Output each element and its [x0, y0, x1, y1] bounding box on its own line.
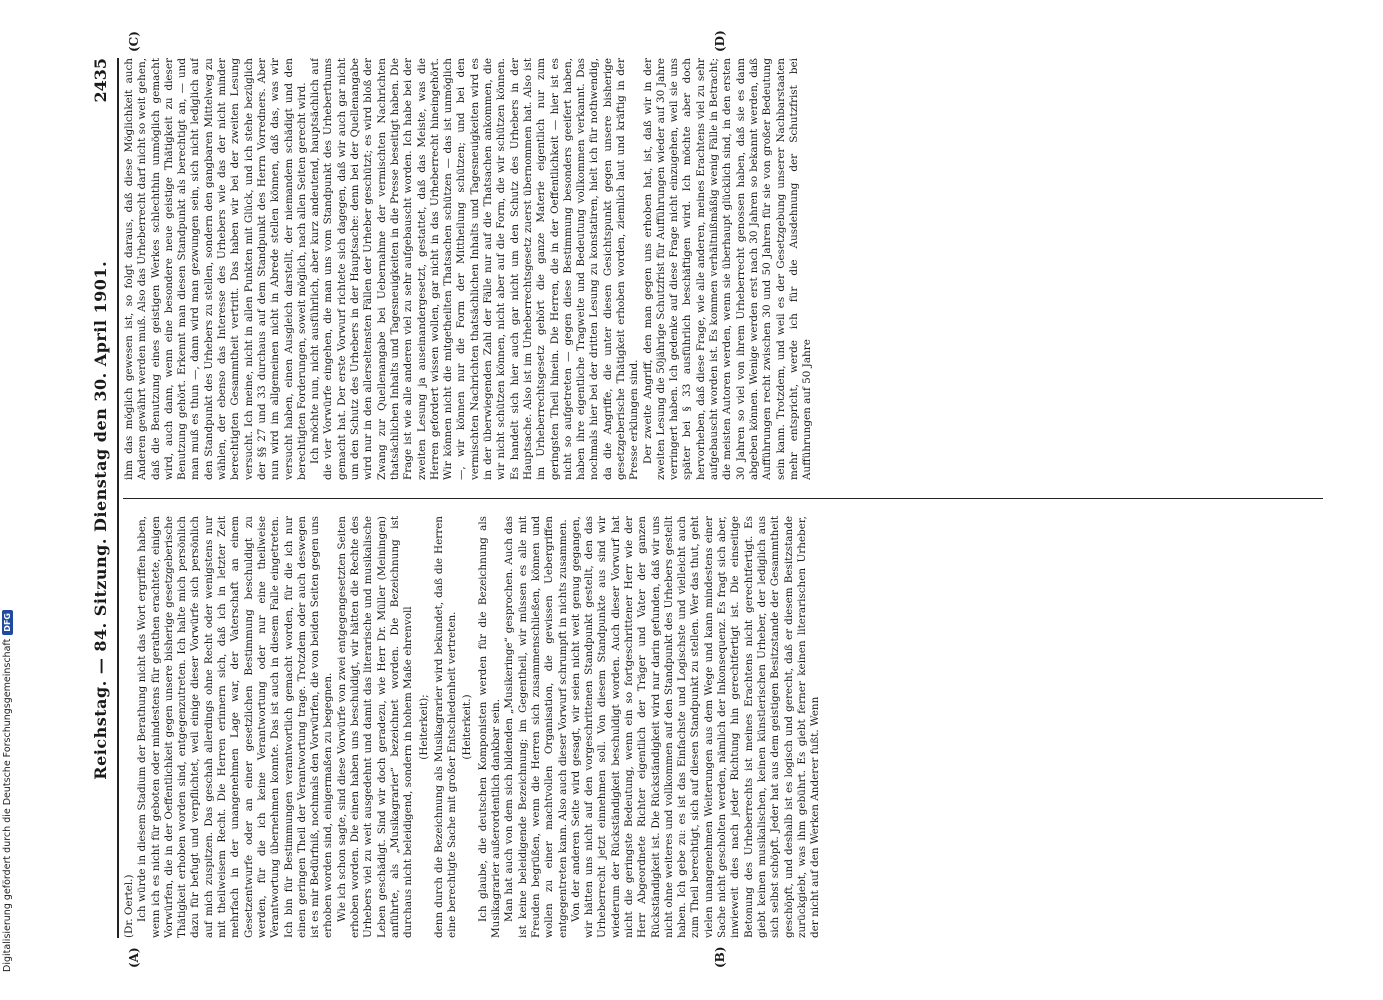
margin-marker-a: (A) [127, 947, 141, 968]
paragraph: Ich möchte nun, nicht ausführlich, aber kurz andeutend, hauptsächlich auf die vier Vorwürfe eingehen, die man uns vom Standpunkt des Urheberthums gemacht hat. Der erste Vorwurf richtete sich dagegen, daß wir auch gar nicht um den Schutz des Urhebers in der Hauptsache: denn bei der Quellenangabe wird nur in den allerseltensten Fällen der Urheber geschützt; es wird bloß der Zwang zur Quellenangabe bei Uebernahme der vermischten Nachrichten thatsächlichen Inhalts und Tagesneuigkeiten in die Presse beseitigt haben. Die Frage ist wie alle anderen viel zu sehr aufgebauscht worden. Ich habe bei der zweiten Lesung ja auseinandergesetzt, gestattet, daß das Meiste, was die Herren gefordert wissen wollen, gar nicht in das Urheberrecht hineingehört. Wir können nicht die mitgetheilten Thatsachen schützen — das ist unmöglich —, wir können nur die Form der Mittheilung schützen; und bei den vermischten Nachrichten thatsächlichen Inhalts und Tagesneuigkeiten wird es in der überwiegenden Zahl der Fälle nur auf die Thatsachen ankommen, die wir nicht schützen können, nicht aber auf die Form, die wir schützen können. Es handelt sich hier auch gar nicht um den Schutz des Urhebers in der Hauptsache. Also ist im Urheberrechtsgesetz zuerst übernommen hat. Also ist im Urheberrechtsgesetz gehört die ganze Materie eigentlich nur zum geringsten Theil hinein. Die Herren, die in der Oeffentlichkeit — hier ist es nicht so aufgetreten — gegen diese Bestimmung besonders geeifert haben, haben ihre eigentliche Tragweite und Bedeutung vollkommen verkannt. Das nochmals hier bei der dritten Lesung zu konstatiren, hielt ich für nothwendig, da die Angriffe, die unter diesen Gesichtspunkt gegen unsere bisherige gesetzgeberische Thätigkeit erhoben worden, ziemlich laut und kräftig in der Presse erklungen sind. [309, 58, 641, 480]
paragraph: denn durch die Bezeichnung als Musikagrarier wird bekundet, daß die Herren eine berechtigte Sache mit großer Entschiedenheit vertreten. [432, 516, 459, 938]
margin-marker-c: (C) [127, 31, 141, 52]
paragraph: Ich würde in diesem Stadium der Berathung nicht das Wort ergriffen haben, wenn ich es nicht für geboten oder mindestens für gerathen erachtete, einigen Vorwürfen, die in der Oeffentlichkeit gegen unsere bisherige gesetzgeberische Thätigkeit erhoben worden sind, entgegenzutreten. Ich halte mich persönlich dazu für befugt und verpflichtet, weil einige dieser Vorwürfe sich persönlich auf mich zuspitzen. Das geschah allerdings ohne Recht oder wenigstens nur mit theilweisem Recht. Die Herren erinnern sich, daß ich in letzter Zeit mehrfach in der unangenehmen Lage war, der Vaterschaft an einem Gesetzentwurfe oder an einer gesetzlichen Bestimmung beschuldigt zu werden, für die ich keine Verantwortung oder nur eine theilweise Verantwortung übernehmen konnte. Das ist auch in diesem Falle eingetreten. Ich bin für Bestimmungen verantwortlich gemacht worden, für die ich nur einen geringen Theil der Verantwortung trage. Trotzdem oder auch deswegen ist es mir Bedürfniß, nochmals den Vorwürfen, die von beiden Seiten gegen uns erhoben worden sind, einigermaßen zu begegnen. [136, 516, 335, 938]
paragraph: Man hat auch von dem sich bildenden „Musikeringe“ gesprochen. Auch das ist keine beleidigende Bezeichnung; im Gegentheil, wir müssen es alle mit Freuden begrüßen, wenn die Herren sich zusammenschließen, können und wollen zu einer machtvollen Organisation, die gewissen Uebergriffen entgegentreten kann. Also auch dieser Vorwurf schrumpft in nichts zusammen. [503, 516, 569, 938]
dfg-logo: DFG [2, 610, 13, 635]
left-column [123, 516, 1323, 938]
paragraph: Ich glaube, die deutschen Komponisten werden für die Bezeichnung als Musikagrarier außerordentlich dankbar sein. [476, 516, 503, 938]
newspaper-page [83, 30, 1333, 968]
digitization-credit [2, 0, 13, 972]
rotated-page [83, 30, 1333, 968]
margin-marker-b: (B) [713, 946, 727, 968]
paragraph: ihm das möglich gewesen ist, so folgt daraus, daß diese Möglichkeit auch Anderen gewährt werden muß. Also das Urheberrecht darf nicht so weit gehen, daß die Benutzung eines geistigen Werkes schlechthin unmöglich gemacht wird, auch dann, wenn eine besondere neue geistige Thätigkeit zu dieser Benutzung gehört. Erkennt man diesen Standpunkt als berechtigt an, — und man muß es thun —, dann wird man gezwungen sein, sich nicht lediglich auf den Standpunkt des Urhebers zu stellen, sondern den gangbaren Mittelweg zu wählen, der ebenso das Interesse des Urhebers wie das der nicht minder berechtigten Gesammtheit vertritt. Das haben wir bei der zweiten Lesung versucht. Ich meine, nicht in allen Punkten mit Glück, und ich stehe bezüglich der §§ 27 und 33 durchaus auf dem Standpunkt des Herrn Vorredners. Aber nun wird im allgemeinen nicht in Abrede stellen können, daß das, was wir versucht haben, einen Ausgleich darstellt, der niemandem schädigt und den berechtigten Forderungen, soweit möglich, nach allen Seiten gerecht wird. [123, 58, 308, 480]
right-column [123, 58, 1323, 480]
margin-marker-d: (D) [713, 30, 727, 52]
paragraph: Von der anderen Seite wird gesagt, wir seien nicht weit genug gegangen, wir hätten uns nicht auf den vorgeschrittenen Standpunkt gestellt, den das Urheberrecht jetzt einnehmen soll. Von diesem Standpunkte aus sind wir wiederum der Rückständigkeit beschuldigt worden. Auch dieser Vorwurf hat nicht die geringste Bedeutung, wenn ein so fortgeschrittener Herr wie der Herr Abgeordnete Richter eigentlich der Träger und Vater der ganzen Rückständigkeit ist. Die Rückständigkeit wird nur darin gefunden, daß wir uns nicht ohne weiteres und vollkommen auf den Standpunkt des Urhebers gestellt haben. Ich gebe zu: es ist das Einfachste und Logischste und vielleicht auch zum Theil berechtigt, sich auf diesen Standpunkt zu stellen. Wer das thut, geht vielen unangenehmen Weiterungen aus dem Wege und kann mindestens einer Sache nicht gescholten werden, nämlich der Inkonsequenz. Es fragt sich aber, inwieweit dies nach jeder Richtung hin gerechtfertigt ist. Die einseitige Betonung des Urheberrechts ist meines Erachtens nicht gerechtfertigt. Es giebt keinen musikalischen, keinen künstlerischen Urheber, der lediglich aus sich selbst schöpft. Jeder hat aus dem geistigen Besitzstande der Gesammtheit geschöpft, und deshalb ist es logisch und gerecht, daß er diesem Besitzstande zurückgiebt, was ihm gebührt. Es giebt ferner keinen literarischen Urheber, der nicht auf den Werken Anderer fußt. Wenn [569, 516, 822, 938]
page-header [83, 58, 119, 938]
page-title: Reichstag. — 84. Sitzung. Dienstag den 30. April 1901. [90, 260, 110, 780]
credit-text: Digitalisierung gefördert durch die Deutsche Forschungsgemeinschaft [2, 638, 13, 972]
speaker-label: (Dr. Oertel.) [123, 874, 135, 938]
paragraph: Wie ich schon sagte, sind diese Vorwürfe von zwei entgegengesetzten Seiten erhoben worden. Die einen haben uns beschuldigt, wir hätten die Rechte des Urhebers viel zu weit ausgedehnt und damit das literarische und musikalische Leben geschädigt. Sind wir doch geradezu, wie Herr Dr. Müller (Meiningen) anführte, als „Musikagrarier“ bezeichnet worden. Die Bezeichnung ist durchaus nicht beleidigend, sondern in hohem Maße ehrenvoll [335, 516, 415, 938]
page-number: 2435 [90, 58, 110, 103]
paragraph: Der zweite Angriff, den man gegen uns erhoben hat, ist, daß wir in der zweiten Lesung die 50jährige Schutzfrist für Aufführungen wieder auf 30 Jahre verringert haben. Ich gedenke auf diese Frage nicht einzugehen, weil sie uns später bei § 33 ausführlich beschäftigen wird. Ich möchte aber doch hervorheben, daß diese Frage, wie alle anderen, meines Erachtens viel zu sehr aufgebauscht worden ist. Es kommen verhältnißmäßig wenig Fälle in Betracht; die meisten Autoren werden, wenn sie überhaupt glücklich sind, in den ersten 30 Jahren so viel von ihrem Urheberrecht genossen haben, daß sie es dann abgeben können. Wenige werden erst nach 30 Jahren so bekannt werden, daß Aufführungen recht zwischen 30 und 50 Jahren für sie von großer Bedeutung sein kann. Trotzdem, und weil es der Gesetzgebung unserer Nachbarstaaten mehr entspricht, werde ich für die Ausdehnung der Schutzfrist bei Aufführungen auf 50 Jahre [641, 58, 814, 480]
interjection: (Heiterkeit); [417, 694, 430, 760]
column-divider [123, 498, 1323, 499]
interjection: (Heiterkeit.) [461, 694, 474, 760]
